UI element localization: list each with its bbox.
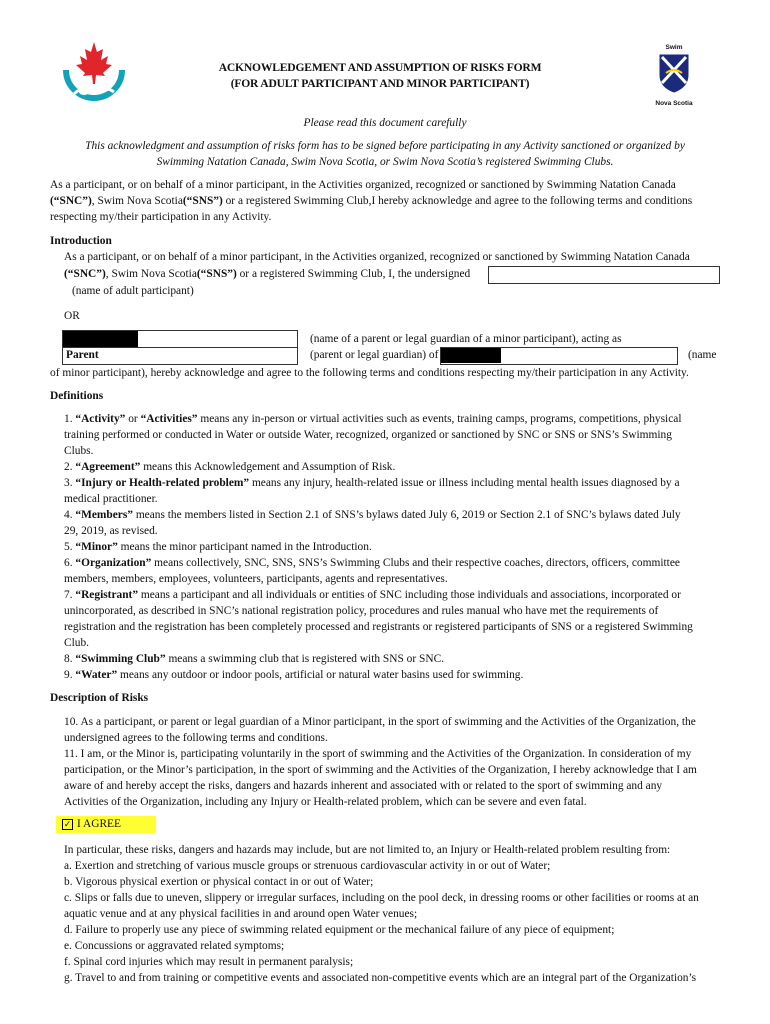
definition-6-line2: members, members, employees, volunteers, participants, agents and representatives. [64, 573, 448, 585]
logo-text-top: Swim [665, 44, 683, 51]
risks-heading: Description of Risks [50, 692, 149, 704]
definition-9: 9. “Water” means any outdoor or indoor pools, artificial or natural water basins used for swimming. [64, 669, 524, 681]
risk-11-line1: 11. I am, or the Minor is, participating voluntarily in the sport of swimming and the Activities of the Organization. In consideration of my [64, 748, 692, 760]
adult-participant-name-field[interactable] [488, 266, 720, 284]
risk-10-line1: 10. As a participant, or parent or legal guardian of a Minor participant, in the sport of swimming and the Activities of the Organization, the [64, 716, 696, 728]
risk-item-c: c. Slips or falls due to uneven, slippery or irregular surfaces, including on the pool deck, in dressing rooms or other facilities or rooms at an [64, 892, 699, 904]
definition-5: 5. “Minor” means the minor participant named in the Introduction. [64, 541, 372, 553]
definition-3: 3. “Injury or Health-related problem” means any injury, health-related issue or illness including mental health issues diagnosed by a [64, 477, 680, 489]
para1-line3: respecting my/their participation in any Activity. [50, 211, 272, 223]
logo-text-bottom: Nova Scotia [655, 100, 693, 107]
checkbox-check-icon[interactable]: ✓ [63, 819, 72, 829]
form-subtitle: (FOR ADULT PARTICIPANT AND MINOR PARTICIPANT) [230, 77, 530, 90]
definition-6: 6. “Organization” means collectively, SNC, SNS, SNS’s Swimming Clubs and their respective coaches, directors, officers, committee [64, 557, 680, 569]
risk-11-line4: Activities of the Organization, including any Injury or Health-related problem, which can be severe and even fatal. [64, 796, 587, 808]
italic-notice-line2: Swimming Natation Canada, Swim Nova Scotia, or Swim Nova Scotia’s registered Swimming Clubs. [156, 156, 614, 168]
definition-1-line3: Clubs. [64, 445, 94, 457]
risk-item-b: b. Vigorous physical exertion or physical contact in or out of Water; [64, 876, 374, 888]
i-agree-checkbox[interactable] [56, 816, 156, 833]
adult-participant-label: (name of adult participant) [72, 285, 194, 297]
definition-1: 1. “Activity” or “Activities” means any in-person or virtual activities such as events, training camps, programs, competitions, physical [64, 413, 682, 425]
relationship-value: Parent [66, 349, 99, 361]
definition-2: 2. “Agreement” means this Acknowledgement and Assumption of Risk. [64, 461, 396, 473]
intro-line1: As a participant, or on behalf of a minor participant, in the Activities organized, recognized or sanctioned by Swimming Natation Canada [64, 251, 690, 263]
swimming-canada-logo [62, 40, 126, 112]
read-carefully: Please read this document carefully [303, 117, 467, 129]
introduction-heading: Introduction [50, 235, 112, 247]
i-agree-label: I AGREE [77, 818, 121, 830]
risk-item-c-line2: aquatic venue and at any physical facilities in and around open Water venues; [64, 908, 418, 920]
italic-notice-line1: This acknowledgment and assumption of risks form has to be signed before participating in any Activity sanctioned or organized by [85, 140, 685, 152]
definition-3-line2: medical practitioner. [64, 493, 158, 505]
definitions-heading: Definitions [50, 390, 104, 402]
risk-item-g: g. Travel to and from training or competitive events and associated non-competitive events which are an integral part of the Organization’s [64, 972, 697, 984]
intro-line2: (“SNC”), Swim Nova Scotia(“SNS”) or a registered Swimming Club, I, the undersigned [64, 268, 471, 280]
intro-last-line: of minor participant), hereby acknowledge and agree to the following terms and conditions respecting my/their participation in any Activity. [50, 367, 689, 379]
definition-7-line3: registration and the registration has been completely processed and registrants or registered participants of SNS or a registered Swimming [64, 621, 693, 633]
definition-1-line2: training performed or conducted in Water or outside Water, recognized, organized or sanctioned by SNC or SNS or SNS’s Swimming [64, 429, 672, 441]
risk-item-e: e. Concussions or aggravated related symptoms; [64, 940, 285, 952]
definition-4: 4. “Members” means the members listed in Section 2.1 of SNS’s bylaws dated July 6, 2019 or Section 2.1 of SNC’s bylaws dated July [64, 509, 681, 521]
para1-line2: (“SNC”), Swim Nova Scotia(“SNS”) or a registered Swimming Club,I hereby acknowledge and agree to the following terms and conditions [50, 195, 693, 207]
risk-11-line3: aware of and hereby accept the risks, dangers and hazards inherent and associated with or related to the sport of swimming and any [64, 780, 663, 792]
risk-item-d: d. Failure to properly use any piece of swimming related equipment or the mechanical failure of any piece of equipment; [64, 924, 615, 936]
swim-nova-scotia-logo [648, 44, 700, 110]
risk-item-a: a. Exertion and stretching of various muscle groups or strenuous cardiovascular activity in or out of Water; [64, 860, 551, 872]
definition-4-line2: 29, 2019, as revised. [64, 525, 158, 537]
para1-line1: As a participant, or on behalf of a minor participant, in the Activities organized, recognized or sanctioned by Swimming Natation Canada [50, 179, 676, 191]
form-title: ACKNOWLEDGEMENT AND ASSUMPTION OF RISKS FORM [218, 61, 542, 74]
redacted-minor-name [441, 348, 501, 363]
definition-7-line4: Club. [64, 637, 90, 649]
guardian-of-label: (parent or legal guardian) of [310, 349, 439, 361]
name-suffix: (name [688, 349, 717, 361]
risk-list-intro: In particular, these risks, dangers and hazards may include, but are not limited to, an Injury or Health-related problem resulting from: [64, 844, 671, 856]
definition-8: 8. “Swimming Club” means a swimming club that is registered with SNS or SNC. [64, 653, 445, 665]
shield-icon [658, 53, 690, 93]
definition-7-line2: unincorporated, as described in SNC’s national registration policy, procedures and rules manual who have met the requirements of [64, 605, 659, 617]
guardian-label: (name of a parent or legal guardian of a minor participant), acting as [310, 333, 622, 345]
risk-11-line2: participation, or the Minor’s participation, in the sport of swimming and the Activities of the Organization, I hereby acknowledge that I am [64, 764, 697, 776]
risk-10-line2: undersigned agrees to the following terms and conditions. [64, 732, 328, 744]
redacted-guardian-name [63, 331, 138, 347]
definition-7: 7. “Registrant” means a participant and all individuals or entities of SNC including those individuals and associations, incorporated or [64, 589, 681, 601]
or-label: OR [64, 310, 80, 322]
risk-item-f: f. Spinal cord injuries which may result in permanent paralysis; [64, 956, 354, 968]
